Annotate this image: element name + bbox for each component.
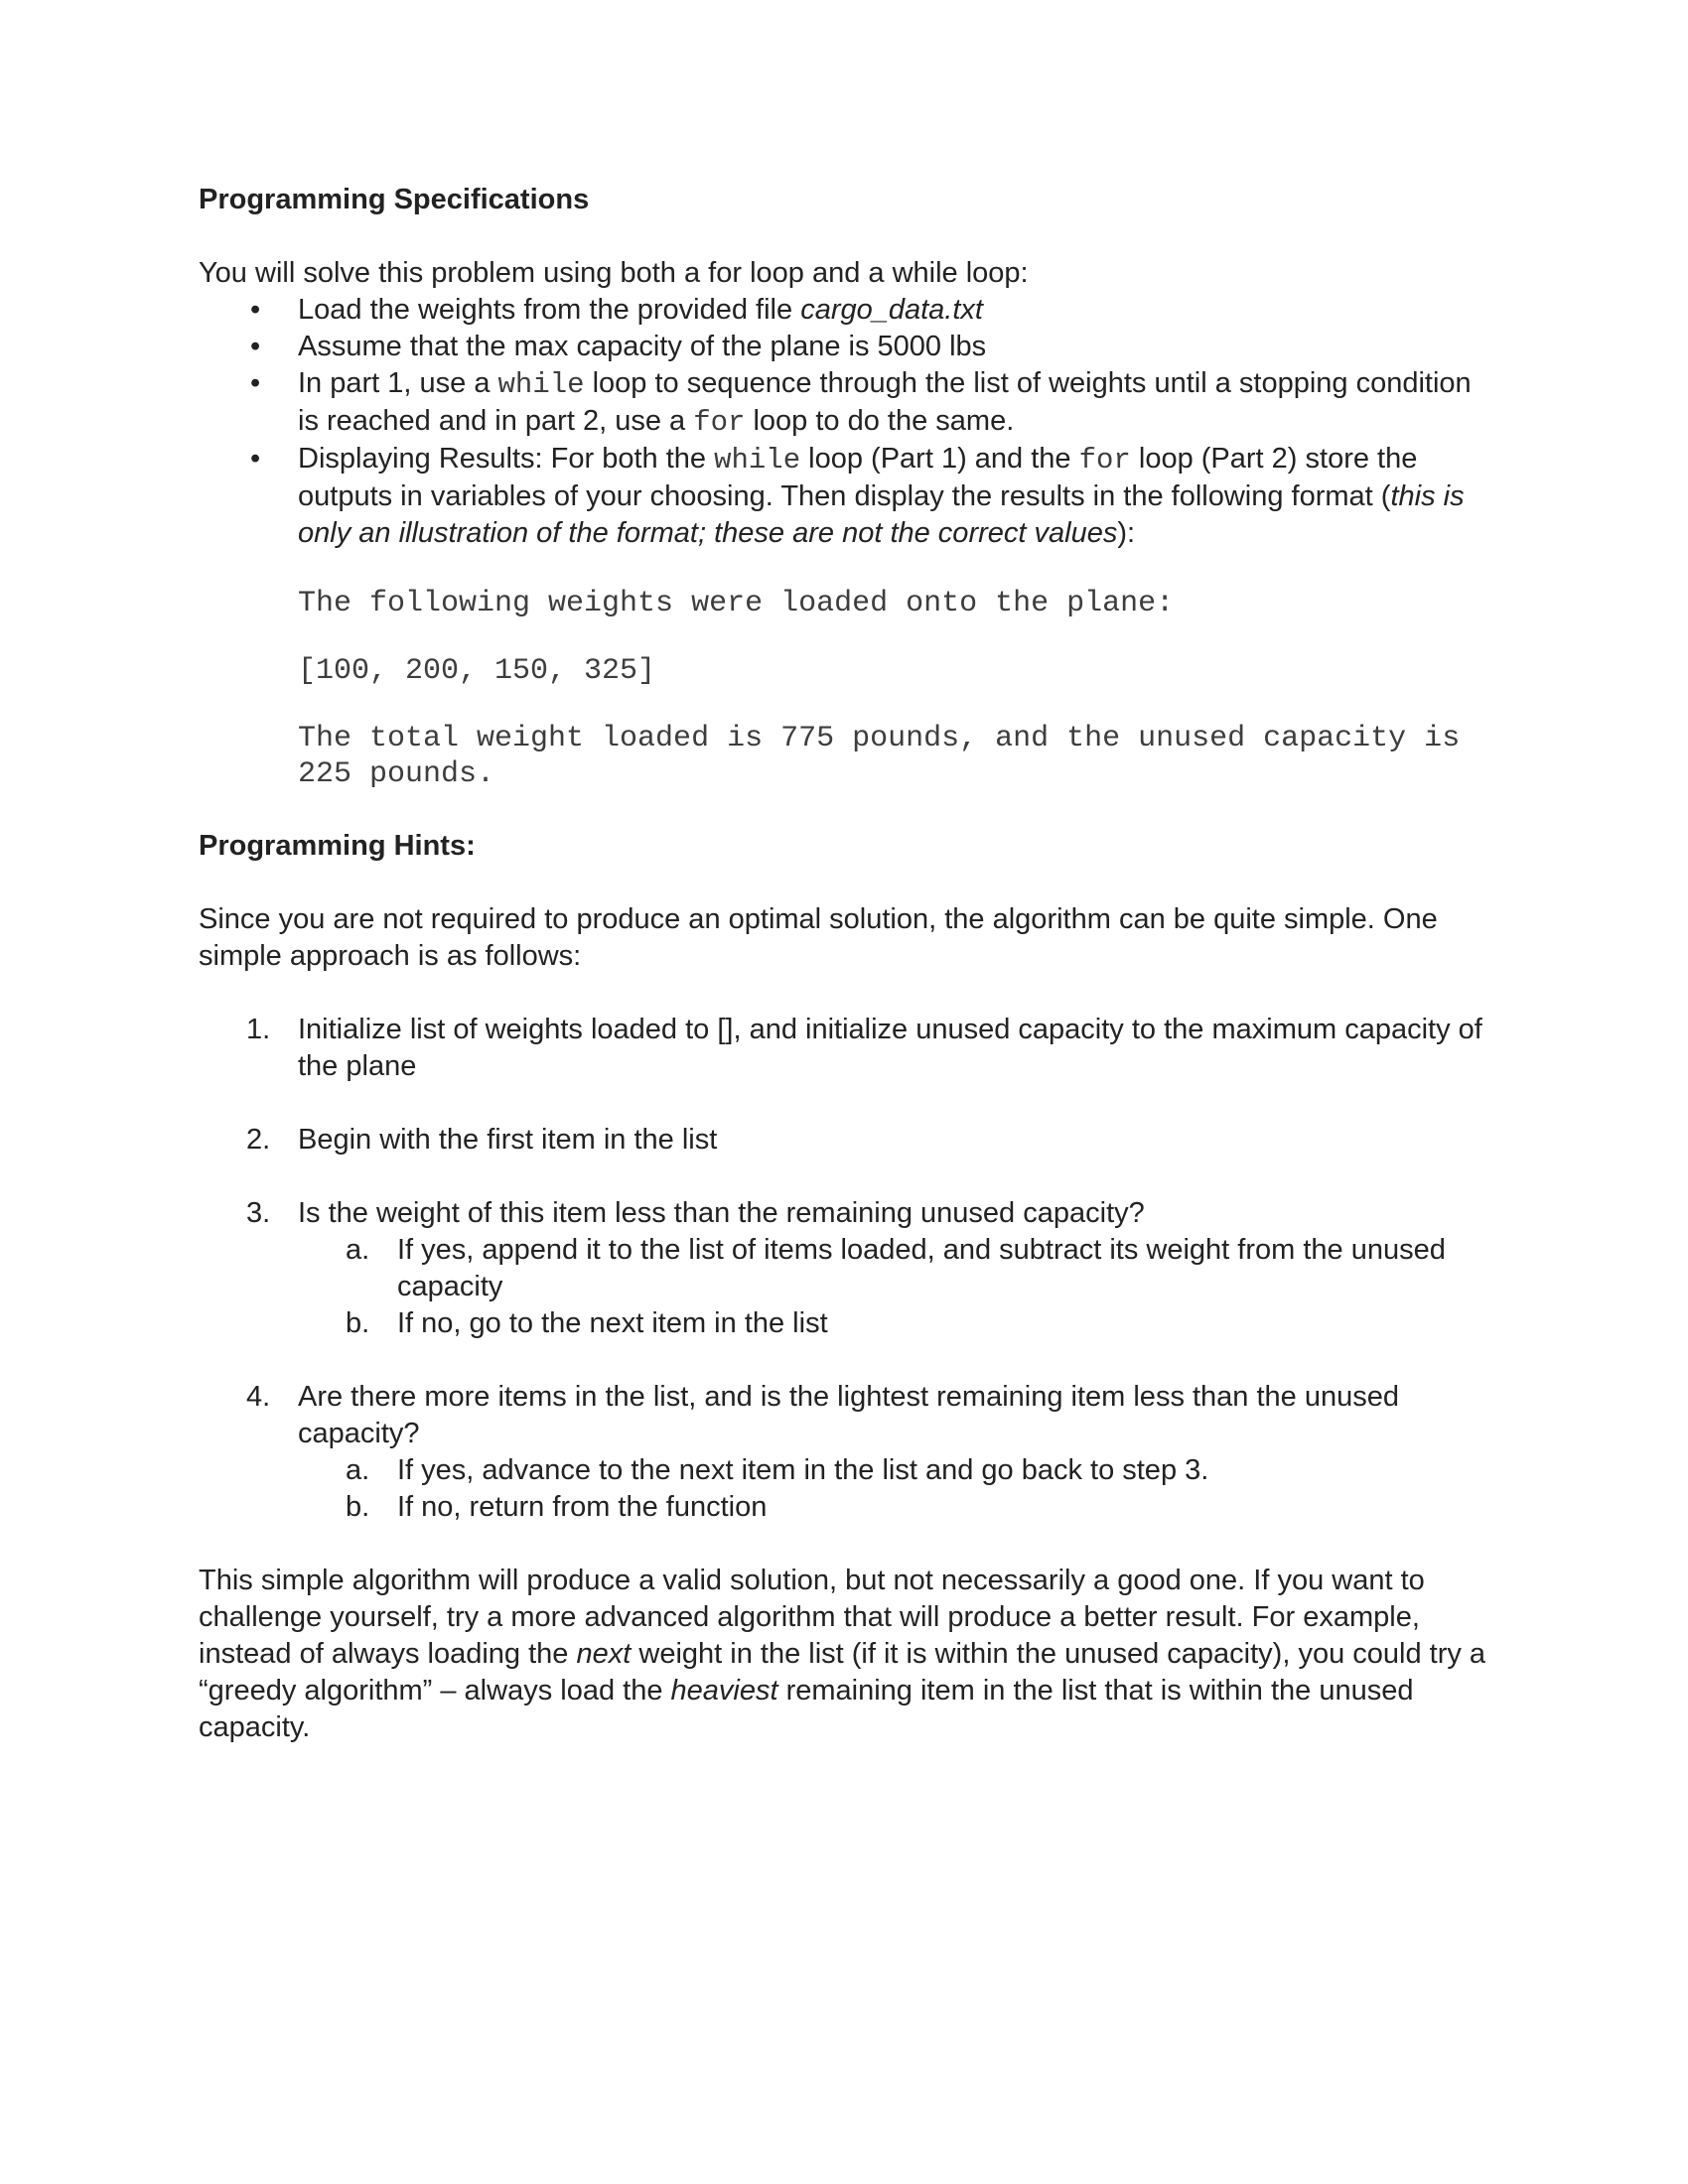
step-4b: b. If no, return from the function [346, 1491, 768, 1523]
step-4: 4. Are there more items in the list, and is the lightest remaining item less than the unused capacity? a. If yes, advance to the next item in the list and go back to step 3. b. If no, return from the function [199, 1379, 1489, 1526]
spec-bullet-3: • In part 1, use a while loop to sequence through the list of weights until a stopping condition is reached and in part 2, use a for loop to do the same. [250, 367, 1472, 439]
bullet-icon: • [250, 367, 261, 399]
spec-bullet-2: • Assume that the max capacity of the plane is 5000 lbs [199, 329, 1489, 365]
algorithm-steps [199, 1012, 1489, 1526]
bullet-icon: • [250, 331, 261, 362]
code-line-2: [100, 200, 150, 325] [298, 654, 656, 688]
step-3a: a. If yes, append it to the list of items loaded, and subtract its weight from the unused capacity [346, 1234, 1446, 1302]
step-3-substeps [298, 1232, 1489, 1342]
step-1: 1. Initialize list of weights loaded to [], and initialize unused capacity to the maximum capacity of the plane [246, 1014, 1482, 1082]
code-line-3: The total weight loaded is 775 pounds, and the unused capacity is 225 pounds. [298, 722, 1461, 791]
code-keyword-while: while [714, 444, 801, 477]
code-keyword-while: while [497, 368, 585, 401]
step-2: 2. Begin with the first item in the list [246, 1124, 718, 1156]
hints-intro: Since you are not required to produce an optimal solution, the algorithm can be quite simple. One simple approach is as follows: [199, 903, 1438, 972]
programming-specifications-heading: Programming Specifications [199, 184, 590, 215]
spec-bullet-1: • Load the weights from the provided file cargo_data.txt [199, 292, 1489, 329]
bullet-icon: • [250, 294, 261, 326]
specifications-intro: You will solve this problem using both a for loop and a while loop: [199, 257, 1029, 289]
step-3b: b. If no, go to the next item in the list [346, 1307, 828, 1339]
step-3: 3. Is the weight of this item less than the remaining unused capacity? a. If yes, append it to the list of items loaded, and subtract its weight from the unused capacity b. If no, go to the next item in the list [199, 1195, 1489, 1342]
spec-bullet-4: • Displaying Results: For both the while loop (Part 1) and the for loop (Part 2) store the outputs in variables of your choosing. Then display the results in the following format (this is only an illustration of the format; these are not the correct values): [250, 443, 1465, 549]
code-keyword-for: for [1078, 444, 1131, 477]
closing-paragraph: This simple algorithm will produce a valid solution, but not necessarily a good one. If you want to challenge yourself, try a more advanced algorithm that will produce a better result. For example, instead of always loading the next weight in the list (if it is within the unused capacity), you could try a “greedy algorithm” – always load the heaviest remaining item in the list that is within the unused capacity. [199, 1565, 1486, 1743]
document-content [199, 182, 1489, 1746]
filename: cargo_data.txt [800, 294, 983, 326]
specifications-list [199, 292, 1489, 552]
output-format-example [298, 586, 1489, 792]
step-4a: a. If yes, advance to the next item in the list and go back to step 3. [346, 1454, 1209, 1486]
code-line-1: The following weights were loaded onto the plane: [298, 587, 1175, 620]
programming-hints-heading: Programming Hints: [199, 830, 476, 862]
step-4-substeps [298, 1452, 1489, 1526]
bullet-icon: • [250, 443, 261, 475]
code-keyword-for: for [693, 406, 746, 439]
